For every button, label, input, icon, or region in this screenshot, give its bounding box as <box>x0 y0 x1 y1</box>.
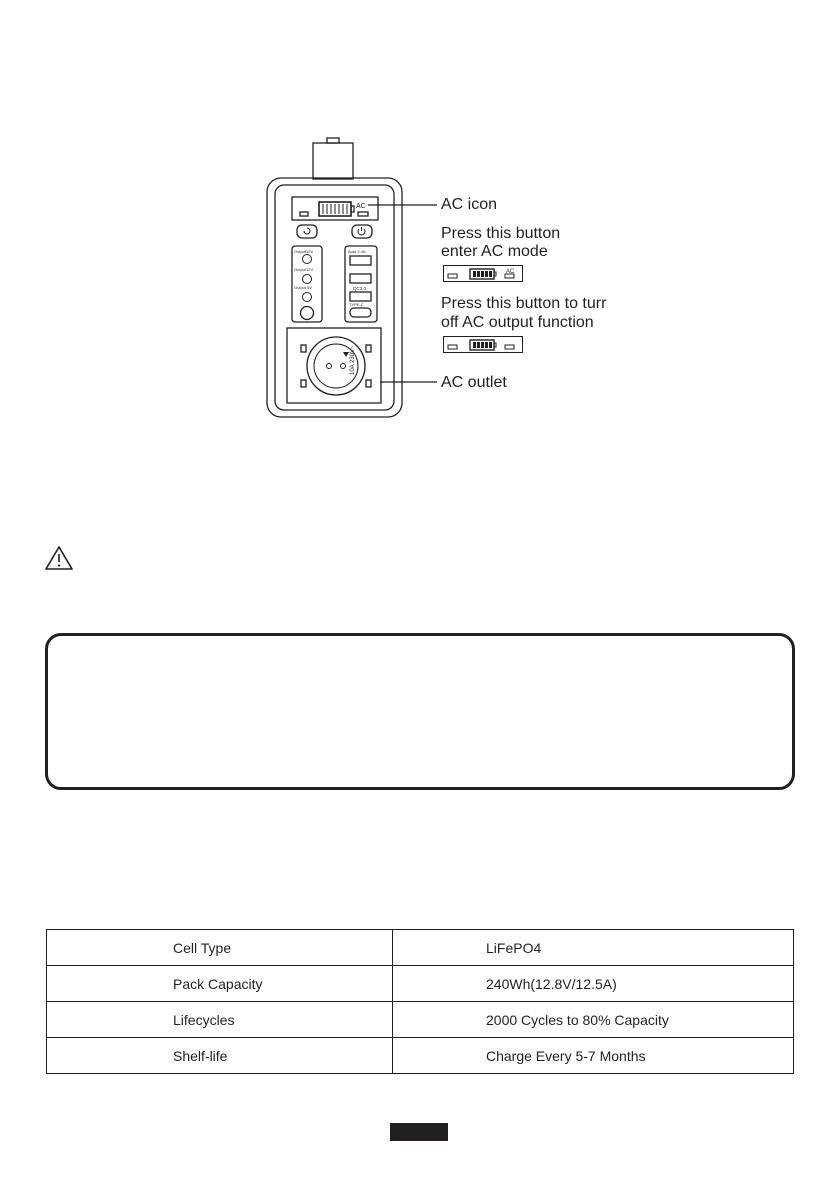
mini-ac-label: AC <box>506 269 515 275</box>
usb-label-2: QC3.0 <box>353 286 367 291</box>
callout-press-on-2: enter AC mode <box>441 243 548 260</box>
dc-label-1: Output12V <box>294 249 314 254</box>
callout-ac-icon: AC icon <box>441 196 498 213</box>
usb-label-3: TYPE-C <box>349 302 364 307</box>
ac-outlet <box>287 328 381 403</box>
dc-label-3: Output 5V <box>294 285 313 290</box>
handle <box>313 143 353 179</box>
table-row <box>47 966 794 1002</box>
spec-label: Pack Capacity <box>47 966 393 1002</box>
spec-value: 2000 Cycles to 80% Capacity <box>393 1002 794 1038</box>
spec-label: Cell Type <box>47 930 393 966</box>
spec-value: 240Wh(12.8V/12.5A) <box>393 966 794 1002</box>
notice-box <box>45 633 795 790</box>
power-button[interactable] <box>352 225 372 238</box>
mini-display-ac-on <box>443 265 523 282</box>
spec-value: Charge Every 5-7 Months <box>393 1038 794 1074</box>
warning-triangle-icon <box>343 352 349 357</box>
spec-table <box>46 929 794 1074</box>
display-ac-label: AC <box>356 203 366 210</box>
outlet-rating: 10A 230V~ <box>350 345 356 375</box>
spec-label: Lifecycles <box>47 1002 393 1038</box>
callout-press-off-2: off AC output function <box>441 314 594 331</box>
table-row <box>47 1002 794 1038</box>
caution-icon <box>44 545 74 576</box>
table-row <box>47 930 794 966</box>
power-station-illustration <box>0 0 839 440</box>
callout-press-off-1: Press this button to turr <box>441 295 607 312</box>
page-number-tab <box>390 1123 448 1141</box>
dc-label-2: Output12V <box>294 267 314 272</box>
table-row <box>47 1038 794 1074</box>
callout-press-on-1: Press this button <box>441 225 561 242</box>
ac-button[interactable] <box>297 225 317 238</box>
usb-label-1: Auto 2.4A <box>348 249 366 254</box>
mini-display-ac-off <box>443 336 523 353</box>
callout-ac-outlet: AC outlet <box>441 374 507 391</box>
spec-label: Shelf-life <box>47 1038 393 1074</box>
device-diagram <box>0 0 839 440</box>
spec-value: LiFePO4 <box>393 930 794 966</box>
